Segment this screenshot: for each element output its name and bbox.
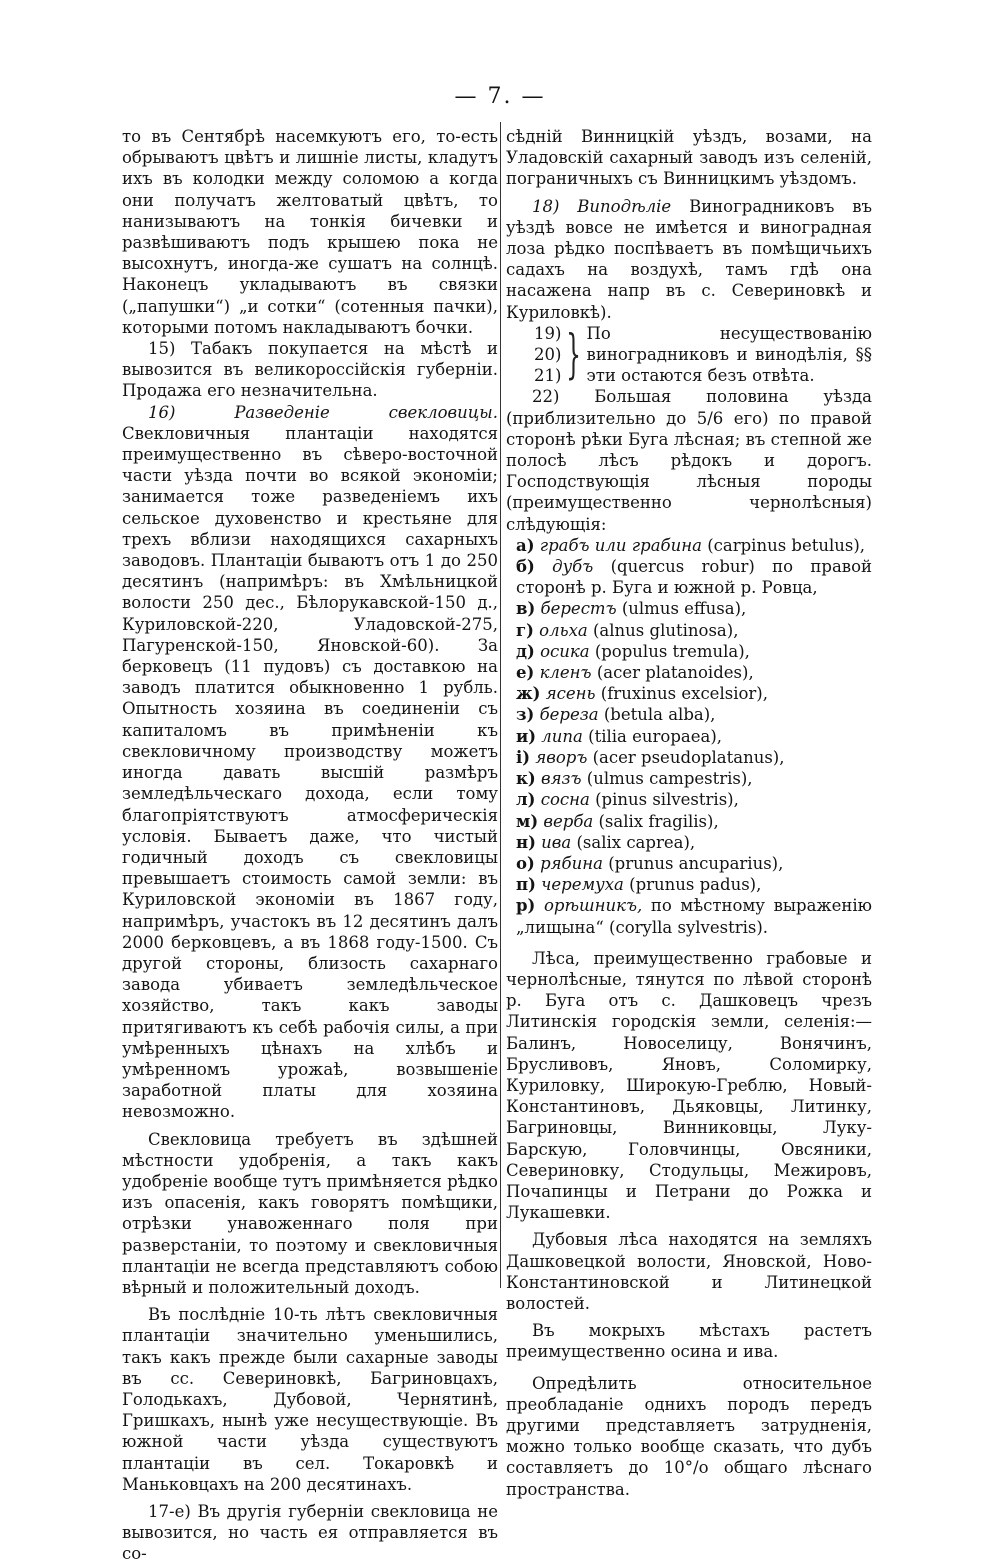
paragraph-predominance: Опредѣлить относительное преобладаніе однихъ породъ передъ другими представляетъ затрудненія, можно только вообще сказать, что дубъ составляетъ до 10°/о общаго лѣснаго пространства.: [506, 1373, 872, 1499]
left-column: [122, 126, 498, 1565]
list-item: ж) ясень (fruxinus excelsior),: [516, 684, 768, 704]
paragraph-15-tobacco-sale: 15) Табакъ покупается на мѣстѣ и вывозится въ великороссійскія губерніи. Продажа его незначительна.: [122, 339, 498, 401]
paragraph-19-21-group: [506, 323, 872, 387]
paragraph-beet-fertilizer: Свекловица требуетъ въ здѣшней мѣстности удобренія, а такъ какъ удобреніе вообще тутъ примѣняется рѣдко изъ опасенія, какъ говорятъ помѣщики, отрѣзки унавоженнаго поля при разверстаніи, то поэтому и свекловичныя плантаціи не всегда представляютъ собою вѣрный и положительный доходъ.: [122, 1129, 498, 1297]
list-item: о) рябина (prunus ancuparius),: [516, 853, 784, 873]
number-20: 20): [534, 345, 562, 365]
list-item: б) дубъ (quercus robur) по правой сторонѣ р. Буга и южной р. Ровца,: [516, 557, 873, 598]
paragraph-oak-forests: Дубовыя лѣса находятся на земляхъ Дашковецкой волости, Яновской, Ново-Константиновской и Литинецкой волостей.: [506, 1230, 872, 1313]
paragraph-18-wine: [506, 196, 872, 323]
list-item: п) черемуха (prunus padus),: [516, 875, 762, 895]
number-21: 21): [534, 366, 562, 386]
list-item: к) вязъ (ulmus campestris),: [516, 769, 753, 789]
paragraph-beet-decline: Въ послѣдніе 10-ть лѣтъ свекловичныя плантаціи значительно уменьшились, такъ какъ прежде были сахарные заводы въ сс. Севериновкѣ, Багриновцахъ, Голодькахъ, Дубовой, Чернятинѣ, Гришкахъ, нынѣ уже несуществующіе. Въ южной части уѣзда существуютъ плантаціи въ сел. Токаровкѣ и Маньковцахъ на 200 десятинахъ.: [122, 1305, 498, 1494]
list-item: и) липа (tilia europaea),: [516, 726, 723, 746]
list-item: л) сосна (pinus silvestris),: [516, 790, 739, 810]
page-number: — 7. —: [454, 84, 546, 109]
list-item: д) осика (populus tremula),: [516, 641, 750, 661]
tree-species-list: [506, 535, 872, 938]
list-item: р) орѣшникъ, по мѣстному выраженію „лищына“ (corylla sylvestris).: [516, 896, 873, 937]
number-19: 19): [534, 323, 562, 343]
list-item: а) грабъ или грабина (carpinus betulus),: [516, 535, 866, 555]
paragraph-16-beet: [122, 402, 498, 1123]
paragraph-tobacco-drying: то въ Сентябрѣ насемкуютъ его, то-есть обрываютъ цвѣтъ и лишніе листы, кладутъ ихъ въ колодки между соломою а когда они получатъ желтоватый цвѣтъ, то нанизываютъ на тонкія бичевки и развѣшиваютъ подъ крышею пока не высохнутъ, иногда-же сушатъ на солнцѣ. Наконецъ укладываютъ въ связки („папушки“) „и сотки“ (сотенныя пачки), которыми потомъ накладываютъ бочки.: [122, 127, 498, 337]
paragraph-22-forests: 22) Большая половина уѣзда (приблизительно до 5/6 его) по правой сторонѣ рѣки Буга лѣсная; въ степной же полосѣ лѣсъ рѣдокъ и дорогъ. Господствующія лѣсныя породы (преимущественно чернолѣсныя) слѣдующія:: [506, 387, 872, 534]
section-heading-wine: 18) Виподѣліе: [532, 196, 672, 216]
brace-text: По несуществованію виноградниковъ и винодѣлія, §§ эти остаются безъ отвѣта.: [586, 323, 872, 386]
brace-numbers: [534, 323, 561, 387]
section-heading-beet: 16) Разведеніе свекловицы.: [148, 402, 498, 422]
curly-brace-icon: }: [566, 324, 582, 385]
column-divider: [500, 122, 501, 1288]
paragraph-17-export: 17-е) Въ другія губерніи свекловица не вывозится, но часть ея отправляется въ со-: [122, 1502, 498, 1564]
list-item: і) яворъ (acer pseudoplatanus),: [516, 747, 785, 767]
right-column: [506, 126, 872, 1500]
paragraph-wet-places: Въ мокрыхъ мѣстахъ растетъ преимущественно осина и ива.: [506, 1321, 872, 1362]
paragraph-18-text: Виноградниковъ въ уѣздѣ вовсе не имѣется и виноградная лоза рѣдко поспѣваетъ въ помѣщичьихъ садахъ на воздухѣ, тамъ гдѣ она насажена напр въ с. Севериновкѣ и Куриловкѣ).: [506, 196, 872, 322]
list-item: г) ольха (alnus glutinosa),: [516, 620, 739, 640]
list-item: н) ива (salix caprea),: [516, 832, 696, 852]
list-item: м) верба (salix fragilis),: [516, 811, 719, 831]
list-item: в) берестъ (ulmus effusa),: [516, 599, 747, 619]
paragraph-continued-export: сѣдній Винницкій уѣздъ, возами, на Уладовскій сахарный заводъ изъ селеній, пограничныхъ съ Винницкимъ уѣздомъ.: [506, 127, 872, 189]
paragraph-forest-locations: Лѣса, преимущественно грабовые и чернолѣсные, тянутся по лѣвой сторонѣ р. Буга отъ с. Дашковецъ чрезъ Литинскія городскія земли, селенія:—Балинъ, Новоселицу, Вонячинъ, Брусливовъ, Яновъ, Соломирку, Куриловку, Широкую-Греблю, Новый-Константиновъ, Дьяковцы, Литинку, Багриновцы, Винниковцы, Луку-Барскую, Головчинцы, Овсяники, Севериновку, Стодульцы, Межировъ, Почапинцы и Петрани до Рожка и Лукашевки.: [506, 948, 872, 1223]
list-item: е) кленъ (acer platanoides),: [516, 663, 754, 683]
list-item: з) береза (betula alba),: [516, 705, 716, 725]
paragraph-16-text: Свекловичныя плантаціи находятся преимущественно въ сѣверо-восточной части уѣзда почти во всякой экономіи; занимается тоже разведеніемъ ихъ сельское духовенство и крестьяне для трехъ вблизи находящихся сахарныхъ заводовъ. Плантаціи бываютъ отъ 1 до 250 десятинъ (напримѣръ: въ Хмѣльницкой волости 250 дес., Бѣлорукавской-150 д., Куриловской-220, Уладовской-275, Пагуренской-150, Яновской-60). За берковецъ (11 пудовъ) съ доставкою на заводъ платится обыкновенно 1 рубль. Опытность хозяина въ соединеніи съ капиталомъ въ примѣненіи къ свекловичному производству можетъ иногда давать высшій размѣръ земледѣльческаго дохода, если тому благопріятствуютъ атмосферическія условія. Бываетъ даже, что чистый годичный доходъ съ свекловицы превышаетъ стоимость самой земли: въ Куриловской экономіи въ 1867 году, напримѣръ, участокъ въ 12 десятинъ далъ 2000 берковцевъ, а въ 1868 году-1500. Съ другой стороны, близость сахарнаго завода убиваетъ земледѣльческое хозяйство, такъ какъ заводы притягиваютъ къ себѣ рабочія силы, а при умѣренныхъ цѣнахъ на хлѣбъ и умѣренномъ урожаѣ, возвышеніе заработной платы для хозяина невозможно.: [122, 423, 498, 1122]
